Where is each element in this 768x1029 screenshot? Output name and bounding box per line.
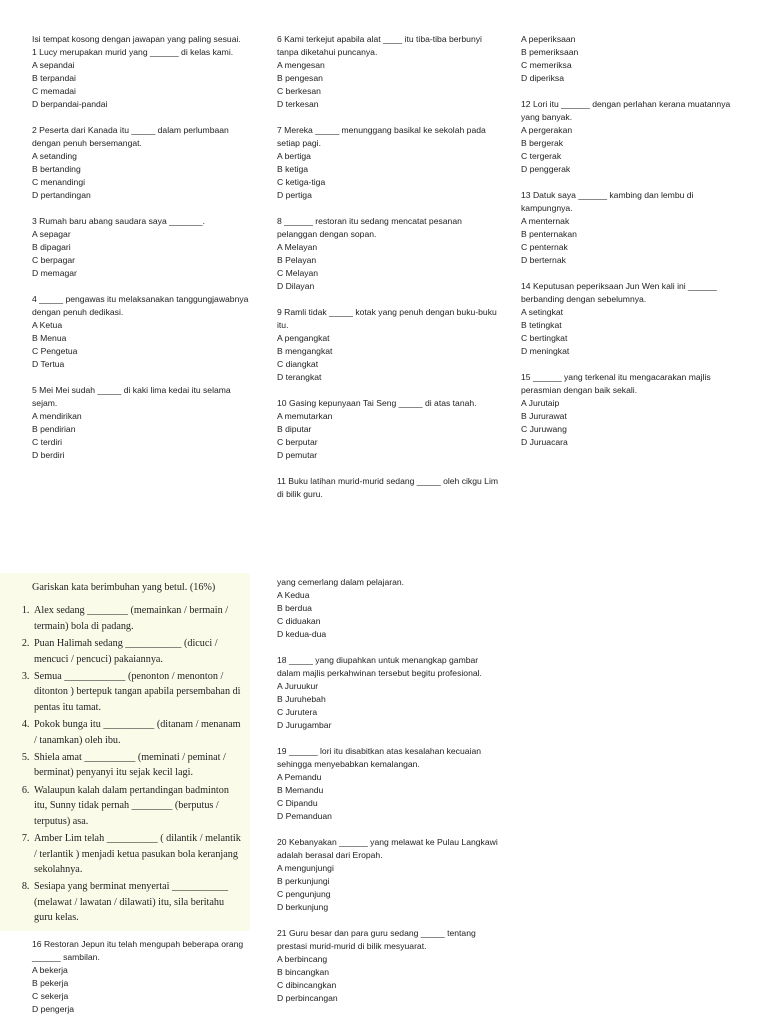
answer-option: A peperiksaan — [521, 34, 576, 44]
column-1 — [32, 33, 257, 475]
answer-option: B diputar — [277, 424, 312, 434]
answer-option: D perbincangan — [277, 993, 338, 1003]
answer-option: D terkesan — [277, 99, 319, 109]
exercise-item: 7. Amber Lim telah __________ ( dilantik / melantik / terlantik ) menjadi ketua pasukan bola keranjang sekolahnya. — [32, 831, 242, 877]
exercise-item: 8. Sesiapa yang berminat menyertai ___________ (melawat / lawatan / dilawati) itu, sila beritahu guru kelas. — [32, 879, 242, 925]
answer-option: B berdua — [277, 603, 312, 613]
answer-option: C dibincangkan — [277, 980, 337, 990]
answer-option: D berkunjung — [277, 902, 329, 912]
answer-option: A mendirikan — [32, 411, 82, 421]
answer-option: C ketiga-tiga — [277, 177, 326, 187]
answer-option: D Jurugambar — [277, 720, 332, 730]
answer-option: C penternak — [521, 242, 568, 252]
answer-option: D Dilayan — [277, 281, 315, 291]
answer-option: A Pemandu — [277, 772, 322, 782]
question-list — [32, 938, 257, 1016]
question-text: 19 ______ lori itu disabitkan atas kesalahan kecuaian sehingga menyebabkan kemalangan. — [277, 746, 482, 769]
question-block — [277, 836, 502, 914]
answer-option: A Melayan — [277, 242, 318, 252]
answer-option: B ketiga — [277, 164, 309, 174]
answer-option: B bergerak — [521, 138, 564, 148]
exercise-item: 6. Walaupun kalah dalam pertandingan badminton itu, Sunny tidak pernah ________ (berputus / terputus) asa. — [32, 783, 242, 829]
answer-option: D penggerak — [521, 164, 571, 174]
question-text: 21 Guru besar dan para guru sedang _____ tentang prestasi murid-murid di bilik mesyuarat. — [277, 928, 476, 951]
exercise-item: 3. Semua ____________ (penonton / menonton / ditonton ) bertepuk tangan apabila persembahan di pentas itu tamat. — [32, 669, 242, 715]
question-block — [521, 98, 746, 176]
answer-option: B tetingkat — [521, 320, 562, 330]
answer-option: D memagar — [32, 268, 77, 278]
answer-option: C Melayan — [277, 268, 319, 278]
answer-option: A setanding — [32, 151, 77, 161]
answer-option: B Menua — [32, 333, 67, 343]
answer-option: D diperiksa — [521, 73, 564, 83]
option-list — [277, 589, 502, 641]
question-block — [32, 124, 257, 202]
answer-option: D pertandingan — [32, 190, 91, 200]
question-list — [277, 33, 502, 501]
question-block — [277, 124, 502, 202]
fill-in-section — [0, 573, 250, 931]
column-2 — [277, 33, 502, 514]
exercise-item: 2. Puan Halimah sedang ___________ (dicuci / mencuci / pencuci) pakaiannya. — [32, 636, 242, 667]
question-block — [277, 33, 502, 111]
answer-option: D berternak — [521, 255, 566, 265]
answer-option: A Ketua — [32, 320, 63, 330]
question-text: 9 Ramli tidak _____ kotak yang penuh dengan buku-buku itu. — [277, 307, 497, 330]
question-block — [521, 280, 746, 358]
question-text: 2 Peserta dari Kanada itu _____ dalam perlumbaan dengan penuh bersemangat. — [32, 125, 229, 148]
answer-option: A bekerja — [32, 965, 68, 975]
answer-option: C tergerak — [521, 151, 562, 161]
question-17-continuation — [277, 576, 502, 641]
answer-option: C diduakan — [277, 616, 321, 626]
section-title: Gariskan kata berimbuhan yang betul. (16%) — [32, 582, 216, 593]
answer-option: D Pemanduan — [277, 811, 332, 821]
answer-option: B Memandu — [277, 785, 324, 795]
question-text: 1 Lucy merupakan murid yang ______ di kelas kami. — [32, 47, 234, 57]
answer-option: A pergerakan — [521, 125, 573, 135]
answer-option: B terpandai — [32, 73, 76, 83]
answer-option: D meningkat — [521, 346, 570, 356]
question-text: 4 _____ pengawas itu melaksanakan tanggungjawabnya dengan penuh dedikasi. — [32, 294, 249, 317]
answer-option: D pemutar — [277, 450, 318, 460]
answer-option: C berpagar — [32, 255, 75, 265]
answer-option: C Pengetua — [32, 346, 78, 356]
question-block — [32, 384, 257, 462]
answer-option: C Jurutera — [277, 707, 318, 717]
question-block — [277, 745, 502, 823]
answer-option: D Tertua — [32, 359, 65, 369]
answer-option: B pemeriksaan — [521, 47, 579, 57]
question-text: 3 Rumah baru abang saudara saya _______. — [32, 216, 205, 226]
question-block — [32, 46, 257, 111]
column-4 — [277, 576, 502, 1018]
answer-option: C berkesan — [277, 86, 321, 96]
answer-option: B bertanding — [32, 164, 81, 174]
answer-option: B perkunjungi — [277, 876, 330, 886]
question-text: 5 Mei Mei sudah _____ di kaki lima kedai itu selama sejam. — [32, 385, 231, 408]
answer-option: B dipagari — [32, 242, 71, 252]
question-block — [277, 927, 502, 1005]
answer-option: D terangkat — [277, 372, 322, 382]
answer-option: B pengesan — [277, 73, 323, 83]
answer-option: B Juruhebah — [277, 694, 326, 704]
answer-option: C Juruwang — [521, 424, 567, 434]
answer-option: A Jurutaip — [521, 398, 560, 408]
exercise-item: 4. Pokok bunga itu __________ (ditanam / menanam / tanamkan) oleh ibu. — [32, 717, 242, 748]
exercise-list — [0, 603, 242, 925]
answer-option: A pengangkat — [277, 333, 330, 343]
question-list — [521, 98, 746, 449]
question-text: 20 Kebanyakan ______ yang melawat ke Pulau Langkawi adalah berasal dari Eropah. — [277, 837, 498, 860]
instructions: Isi tempat kosong dengan jawapan yang paling sesuai. — [32, 34, 241, 44]
question-text: 7 Mereka _____ menunggang basikal ke sekolah pada setiap pagi. — [277, 125, 486, 148]
answer-option: A mengunjungi — [277, 863, 334, 873]
answer-option: C memadai — [32, 86, 76, 96]
answer-option: A Kedua — [277, 590, 310, 600]
answer-option: A Juruukur — [277, 681, 319, 691]
question-text: 18 _____ yang diupahkan untuk menangkap gambar dalam majlis perkahwinan tersebut begitu profesional. — [277, 655, 482, 678]
question-block — [521, 189, 746, 267]
answer-option: B pekerja — [32, 978, 69, 988]
question-text: 12 Lori itu ______ dengan perlahan kerana muatannya yang banyak. — [521, 99, 731, 122]
question-block — [32, 938, 257, 1016]
answer-option: D pertiga — [277, 190, 312, 200]
question-block — [277, 215, 502, 293]
question-block — [521, 371, 746, 449]
answer-option: A memutarkan — [277, 411, 333, 421]
answer-option: D berdiri — [32, 450, 65, 460]
answer-option: B Pelayan — [277, 255, 317, 265]
answer-option: D pengerja — [32, 1004, 75, 1014]
answer-option: A bertiga — [277, 151, 311, 161]
question-block — [277, 654, 502, 732]
answer-option: B pendirian — [32, 424, 76, 434]
question-text: 14 Keputusan peperiksaan Jun Wen kali ini ______ berbanding dengan sebelumnya. — [521, 281, 717, 304]
question-text: yang cemerlang dalam pelajaran. — [277, 577, 405, 587]
answer-option: A sepandai — [32, 60, 75, 70]
answer-option: B penternakan — [521, 229, 577, 239]
answer-option: B bincangkan — [277, 967, 330, 977]
answer-option: C Dipandu — [277, 798, 318, 808]
question-text: 11 Buku latihan murid-murid sedang _____ oleh cikgu Lim di bilik guru. — [277, 476, 499, 499]
answer-option: C pengunjung — [277, 889, 331, 899]
answer-option: C berputar — [277, 437, 318, 447]
question-text: 15 ______ yang terkenal itu mengacarakan majlis perasmian dengan baik sekali. — [521, 372, 711, 395]
answer-option: C memeriksa — [521, 60, 572, 70]
answer-option: A menternak — [521, 216, 570, 226]
column-3 — [521, 33, 746, 462]
question-block — [277, 475, 502, 501]
answer-option: C menandingi — [32, 177, 86, 187]
question-text: 13 Datuk saya ______ kambing dan lembu di kampungnya. — [521, 190, 694, 213]
answer-option: A sepagar — [32, 229, 71, 239]
question-block — [32, 293, 257, 371]
answer-option: D kedua-dua — [277, 629, 327, 639]
answer-option: D Juruacara — [521, 437, 568, 447]
exercise-item: 1. Alex sedang ________ (memainkan / bermain / termain) bola di padang. — [32, 603, 242, 634]
answer-option: B Jururawat — [521, 411, 567, 421]
answer-option: C terdiri — [32, 437, 63, 447]
answer-option: C diangkat — [277, 359, 319, 369]
question-list — [32, 46, 257, 462]
question-block — [277, 306, 502, 384]
column-5 — [32, 938, 257, 1029]
answer-option: D berpandai-pandai — [32, 99, 108, 109]
question-block — [277, 397, 502, 462]
answer-option: A mengesan — [277, 60, 325, 70]
answer-option: B mengangkat — [277, 346, 333, 356]
question-11-options — [521, 33, 746, 85]
question-block — [32, 215, 257, 280]
answer-option: C bertingkat — [521, 333, 568, 343]
question-text: 6 Kami terkejut apabila alat ____ itu tiba-tiba berbunyi tanpa diketahui puncanya. — [277, 34, 482, 57]
question-text: 10 Gasing kepunyaan Tai Seng _____ di atas tanah. — [277, 398, 477, 408]
question-text: 16 Restoran Jepun itu telah mengupah beberapa orang ______ sambilan. — [32, 939, 244, 962]
question-list — [277, 654, 502, 1005]
answer-option: A setingkat — [521, 307, 564, 317]
answer-option: C sekerja — [32, 991, 69, 1001]
question-text: 8 ______ restoran itu sedang mencatat pesanan pelanggan dengan sopan. — [277, 216, 462, 239]
answer-option: A berbincang — [277, 954, 328, 964]
exercise-item: 5. Shiela amat __________ (meminati / peminat / berminat) penyanyi itu sejak kecil lagi. — [32, 750, 242, 781]
